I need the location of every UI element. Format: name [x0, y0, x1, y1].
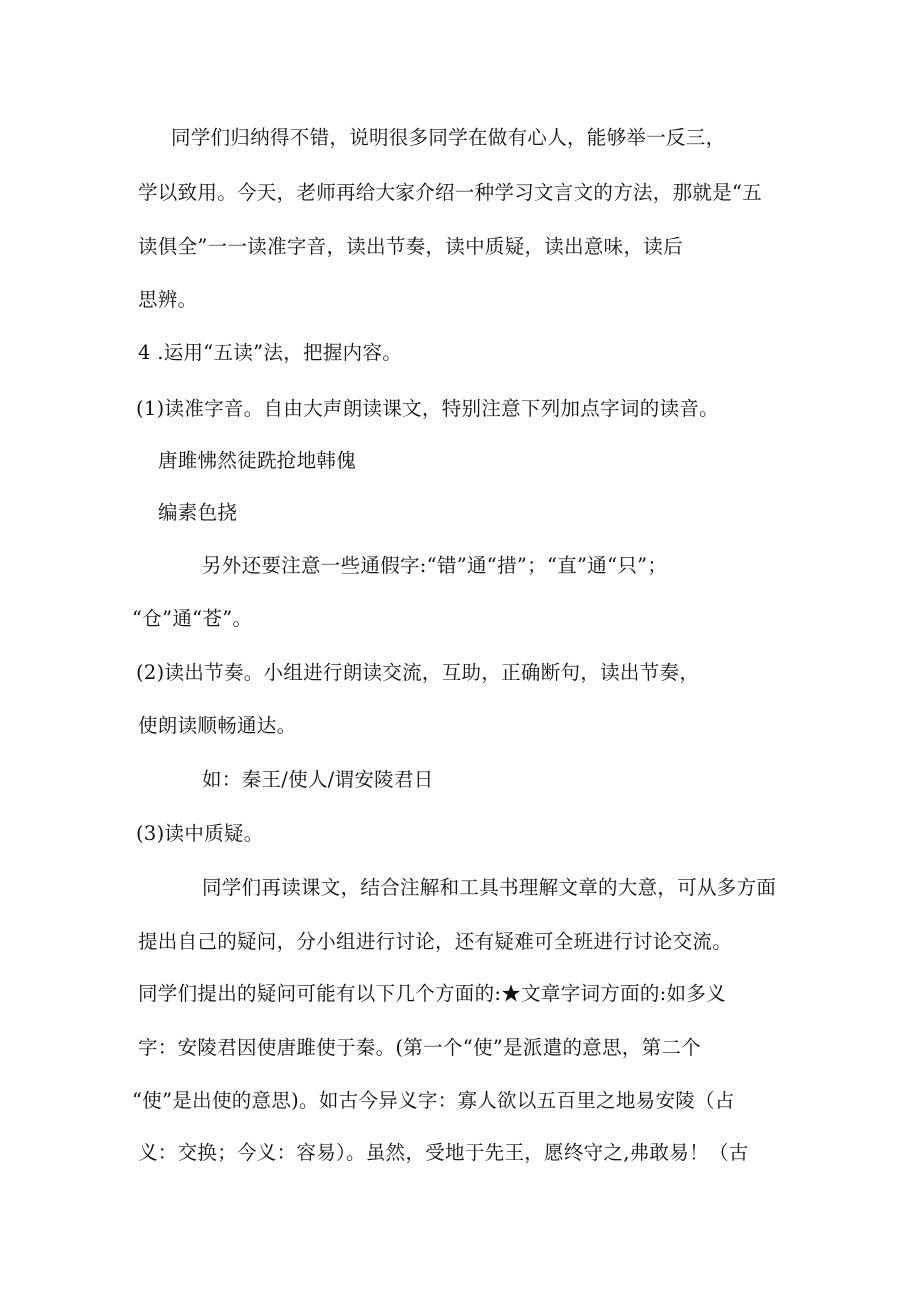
paragraph-line: 字：安陵君因使唐雎使于秦。(第一个“使”是派遣的意思，第二个: [138, 1036, 702, 1059]
paragraph-line: “仓”通“苍”。: [132, 607, 253, 630]
paragraph-line: 读俱全”一一读准字音，读出节奏，读中质疑，读出意味，读后: [138, 235, 683, 258]
paragraph-line: 使朗读顺畅通达。: [138, 714, 297, 737]
paragraph-line: 提出自己的疑问，分小组进行讨论，还有疑难可全班进行讨论交流。: [138, 930, 733, 953]
paragraph-line: 同学们归纳得不错，说明很多同学在做有心人，能够举一反三，: [171, 126, 726, 149]
word-list-line: 唐雎怫然徒跣抢地韩傀: [158, 449, 357, 472]
paragraph-line: 学以致用。今天，老师再给大家介绍一种学习文言文的方法，那就是“五: [138, 181, 763, 204]
subsection-heading: (2)读出节奏。小组进行朗读交流，互助，正确断句，读出节奏，: [136, 661, 700, 684]
example-line: 如：秦王/使人/谓安陵君日: [202, 768, 434, 791]
paragraph-line: 同学们提出的疑问可能有以下几个方面的:★文章字词方面的:如多义: [138, 982, 726, 1005]
word-list-line: 编素色挠: [158, 501, 238, 524]
subsection-heading: (1)读准字音。自由大声朗读课文，特别注意下列加点字词的读音。: [136, 397, 719, 420]
paragraph-line: 思辨。: [138, 288, 198, 311]
paragraph-line: 义：交换；今义：容易）。虽然，受地于先王，愿终守之,弗敢易！（古: [138, 1141, 749, 1164]
paragraph-line: 另外还要注意一些通假字:“错”通“措”；“直”通“只”；: [202, 554, 668, 577]
section-heading: 4 .运用“五读”法，把握内容。: [138, 341, 403, 364]
paragraph-line: 同学们再读课文，结合注解和工具书理解文章的大意，可从多方面: [202, 876, 777, 899]
paragraph-line: “使”是出使的意思)。如古今异义字：寡人欲以五百里之地易安陵（占: [132, 1089, 735, 1112]
subsection-heading: (3)读中质疑。: [136, 822, 264, 845]
